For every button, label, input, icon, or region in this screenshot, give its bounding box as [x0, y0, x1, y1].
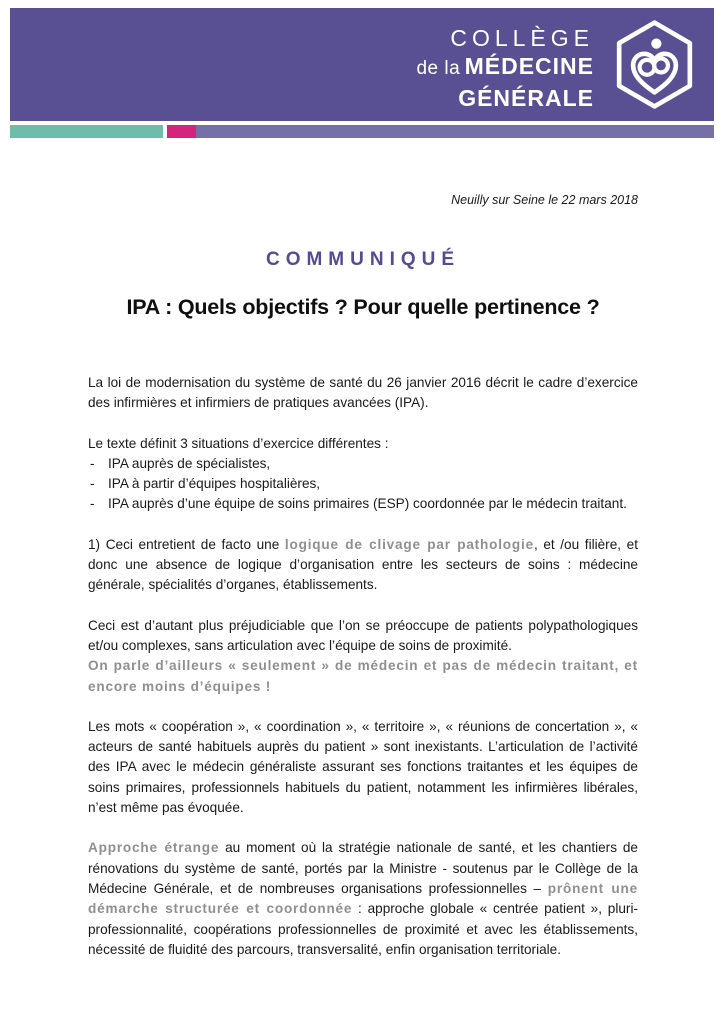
situations-list [88, 454, 638, 515]
brand-generale: GÉNÉRALE [458, 85, 594, 111]
stripe-purple-segment [196, 125, 714, 138]
highlight-run: Approche étrange [88, 840, 220, 856]
list-item [88, 474, 638, 494]
brand-line-college: COLLÈGE [450, 25, 594, 51]
list-item [88, 454, 638, 474]
paragraph-clivage [88, 535, 638, 596]
paragraph-prejudiciable [88, 616, 638, 697]
list-item-text: IPA auprès d’une équipe de soins primaires (ESP) coordonnée par le médecin traitant. [108, 496, 627, 512]
text-run: : approche globale « centrée patient », pluri-professionnalité, coopérations professionnelles de proximité et avec les établissements, nécessité de fluidité des parcours, transversalité, enfin organisation territoriale. [88, 901, 638, 957]
dash-marker: - [90, 476, 95, 492]
brand-medecine: MÉDECINE [464, 53, 594, 79]
body-text [88, 373, 638, 960]
list-item-text: IPA à partir d’équipes hospitalières, [108, 476, 321, 492]
stripe-pink-segment [167, 125, 196, 138]
highlight-run: prônent une démarche structurée et coordonnée [88, 880, 638, 917]
stripe-teal-segment [10, 125, 163, 138]
dash-marker: - [90, 455, 95, 471]
brand-de-la: de la [416, 58, 461, 79]
text-run: au moment où la stratégie nationale de santé, et les chantiers de rénovations du système de santé, portés par la Ministre - soutenus par le Collège de la Médecine Générale, et de nombreuses organisations professionnelles – [88, 840, 638, 896]
cmg-hexagon-logo-icon [608, 18, 701, 111]
paragraph-list-intro: Le texte définit 3 situations d’exercice différentes : [88, 435, 389, 451]
tricolor-stripe [10, 125, 714, 138]
document-body [88, 138, 638, 980]
page-title: IPA : Quels objectifs ? Pour quelle pertinence ? [126, 295, 600, 319]
paragraph-approche-etrange [88, 838, 638, 960]
header-banner [10, 8, 714, 121]
paragraph-intro-law: La loi de modernisation du système de santé du 26 janvier 2016 décrit le cadre d’exercice des infirmières et infirmiers de pratiques avancées (IPA). [88, 375, 638, 411]
list-item-text: IPA auprès de spécialistes, [108, 455, 271, 471]
list-item [88, 494, 638, 514]
highlight-run: logique de clivage par pathologie [284, 536, 534, 552]
text-run: 1) Ceci entretient de facto une [88, 536, 285, 552]
highlight-run: On parle d’ailleurs « seulement » de médecin et pas de médecin traitant, et encore moins d’équipes ! [88, 658, 638, 694]
kicker-communique: COMMUNIQUÉ [265, 249, 461, 270]
brand-wordmark [416, 24, 594, 112]
dash-marker: - [90, 496, 95, 512]
text-run: Ceci est d’autant plus préjudiciable que l’on se préoccupe de patients polypathologiques et/ou complexes, sans articulation avec l’équipe de soins de proximité. [88, 617, 638, 653]
text-run: , et /ou filière, et donc une absence de logique d’organisation entre les secteurs de soins : médecine générale, spécialités d’organes, établissements. [88, 536, 638, 593]
brand-line-medecine [416, 52, 594, 84]
paragraph-mots-inexistants: Les mots « coopération », « coordination », « territoire », « réunions de concertation », « acteurs de santé habituels auprès du patient » sont inexistants. L’articulation de l’activité des IPA avec le médecin généraliste assurant ses fonctions traitantes et les équipes de soins primaires, professionnels habituels du patient, notamment les infirmières libérales, n’est même pas évoquée. [88, 718, 638, 816]
dateline: Neuilly sur Seine le 22 mars 2018 [451, 193, 638, 207]
